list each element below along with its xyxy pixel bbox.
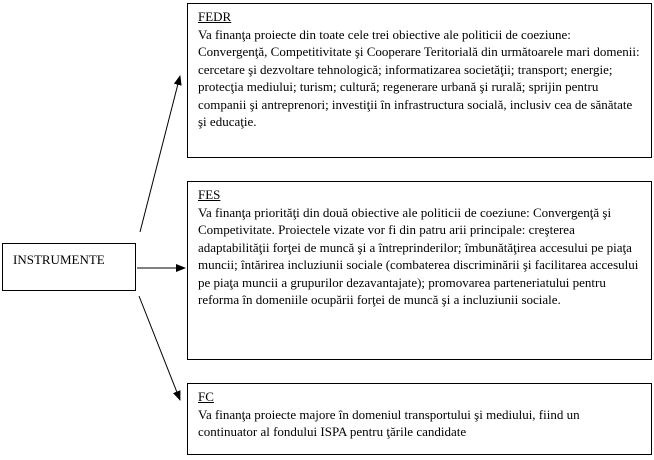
arrow-to-fc: [139, 296, 180, 400]
fedr-title: FEDR: [198, 9, 232, 24]
arrow-to-fedr: [140, 76, 180, 232]
instrumente-box: [2, 243, 136, 291]
fc-title: FC: [198, 389, 214, 404]
fes-box: [187, 181, 652, 360]
fes-title: FES: [198, 187, 221, 202]
fedr-description: Va finanţa proiecte din toate cele trei obiective ale politicii de coeziune: Convergenţă, Competitivitate şi Cooperare Teritorială din următoarele mari domenii: cercetare şi dezvoltare tehnologică; informatizarea societăţii; transport; energie; protecţia mediului; turism; cultură; regenerare urbană şi rurală; sprijin pentru companii şi antreprenori; investiţii în infrastructura socială, inclusiv cea de sănătate şi educaţie.: [198, 26, 640, 129]
fedr-box: [187, 3, 652, 158]
instrumente-label: INSTRUMENTE: [13, 252, 105, 267]
fc-description: Va finanţa proiecte majore în domeniul transportului şi mediului, fiind un continuator al fondului ISPA pentru ţările candidate: [198, 406, 580, 439]
fc-box: [187, 383, 652, 455]
fes-description: Va finanţa priorităţi din două obiective ale politicii de coeziune: Convergenţă şi Competivitate. Proiectele vizate vor fi din patru arii principale: creşterea adaptabilităţii forţei de muncă şi a întreprinderilor; îmbunătăţirea accesului pe piaţa muncii; întărirea incluziunii sociale (combaterea discriminării şi facilitarea accesului pe piaţa muncii a grupurilor dezavantajate); promovarea parteneriatului pentru reforma în domeniile ocupării forţei de muncă şi a incluziunii sociale.: [198, 204, 639, 307]
